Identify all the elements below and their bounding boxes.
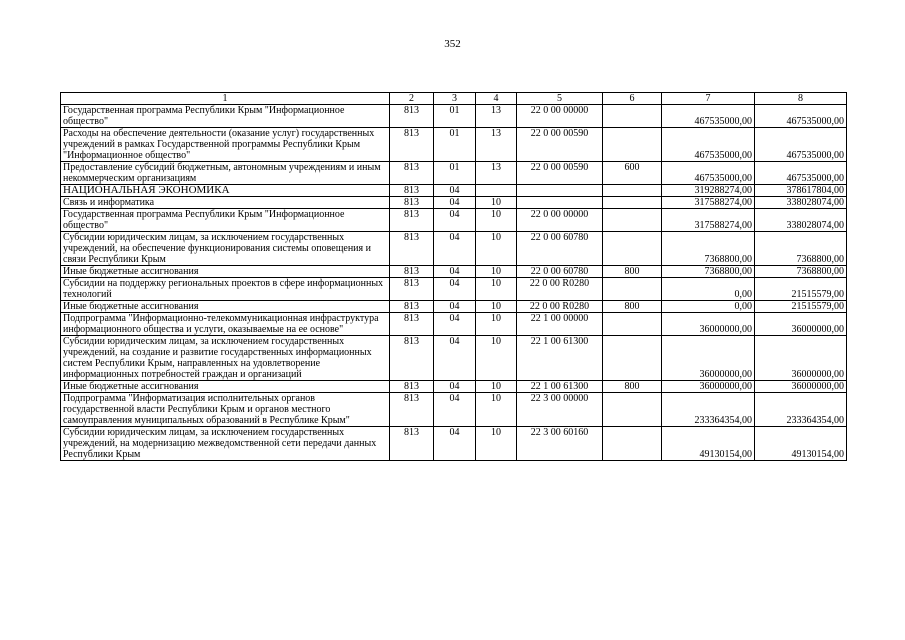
row-expense-type: 800 [603, 266, 662, 278]
row-amount-year2: 338028074,00 [755, 197, 847, 209]
row-amount-year2: 21515579,00 [755, 301, 847, 313]
row-ministry-code: 813 [390, 381, 434, 393]
row-target-code: 22 0 00 R0280 [517, 278, 603, 301]
row-name: Субсидии юридическим лицам, за исключением государственных учреждений, на обеспечение функционирования системы оповещения и связи Республики Крым [61, 232, 390, 266]
row-amount-year2: 7368800,00 [755, 232, 847, 266]
row-ministry-code: 813 [390, 301, 434, 313]
row-ministry-code: 813 [390, 209, 434, 232]
row-section-code: 04 [434, 336, 476, 381]
col-header-7: 7 [662, 93, 755, 105]
col-header-3: 3 [434, 93, 476, 105]
row-amount-year2: 378617804,00 [755, 185, 847, 197]
table-row [61, 301, 847, 313]
row-name: Государственная программа Республики Крым "Информационное общество" [61, 209, 390, 232]
row-amount-year2: 7368800,00 [755, 266, 847, 278]
row-subsection-code: 13 [476, 105, 517, 128]
table-row [61, 128, 847, 162]
row-expense-type [603, 393, 662, 427]
row-name: Расходы на обеспечение деятельности (оказание услуг) государственных учреждений в рамках Государственной программы Республики Крым "Информационное общество" [61, 128, 390, 162]
row-name: Иные бюджетные ассигнования [61, 381, 390, 393]
row-amount-year2: 21515579,00 [755, 278, 847, 301]
row-target-code: 22 0 00 R0280 [517, 301, 603, 313]
row-ministry-code: 813 [390, 128, 434, 162]
row-subsection-code: 10 [476, 197, 517, 209]
row-expense-type [603, 427, 662, 461]
row-subsection-code: 10 [476, 393, 517, 427]
row-expense-type [603, 336, 662, 381]
row-amount-year2: 36000000,00 [755, 313, 847, 336]
row-amount-year2: 467535000,00 [755, 162, 847, 185]
row-section-code: 01 [434, 105, 476, 128]
row-name: Иные бюджетные ассигнования [61, 266, 390, 278]
row-expense-type [603, 105, 662, 128]
row-section-code: 04 [434, 301, 476, 313]
row-amount-year1: 317588274,00 [662, 209, 755, 232]
row-expense-type [603, 232, 662, 266]
col-header-5: 5 [517, 93, 603, 105]
row-amount-year1: 36000000,00 [662, 381, 755, 393]
row-name: Субсидии на поддержку региональных проектов в сфере информационных технологий [61, 278, 390, 301]
row-ministry-code: 813 [390, 185, 434, 197]
col-header-1: 1 [61, 93, 390, 105]
table-row [61, 313, 847, 336]
row-ministry-code: 813 [390, 313, 434, 336]
row-amount-year2: 338028074,00 [755, 209, 847, 232]
row-ministry-code: 813 [390, 427, 434, 461]
row-amount-year2: 36000000,00 [755, 336, 847, 381]
row-target-code: 22 1 00 61300 [517, 381, 603, 393]
row-amount-year1: 467535000,00 [662, 162, 755, 185]
row-amount-year1: 233364354,00 [662, 393, 755, 427]
row-section-code: 04 [434, 381, 476, 393]
row-amount-year2: 467535000,00 [755, 128, 847, 162]
row-ministry-code: 813 [390, 266, 434, 278]
row-section-code: 04 [434, 209, 476, 232]
row-amount-year1: 467535000,00 [662, 128, 755, 162]
row-subsection-code [476, 185, 517, 197]
row-ministry-code: 813 [390, 336, 434, 381]
row-amount-year1: 36000000,00 [662, 336, 755, 381]
row-subsection-code: 10 [476, 266, 517, 278]
row-amount-year1: 467535000,00 [662, 105, 755, 128]
row-subsection-code: 10 [476, 301, 517, 313]
budget-table [60, 92, 847, 461]
row-expense-type [603, 313, 662, 336]
row-expense-type [603, 185, 662, 197]
table-row [61, 393, 847, 427]
row-ministry-code: 813 [390, 393, 434, 427]
row-name: Субсидии юридическим лицам, за исключением государственных учреждений, на модернизацию межведомственной сети передачи данных Республики Крым [61, 427, 390, 461]
row-name: Иные бюджетные ассигнования [61, 301, 390, 313]
row-subsection-code: 10 [476, 336, 517, 381]
row-amount-year2: 49130154,00 [755, 427, 847, 461]
row-target-code: 22 0 00 00000 [517, 105, 603, 128]
row-amount-year1: 0,00 [662, 301, 755, 313]
row-amount-year1: 7368800,00 [662, 266, 755, 278]
row-section-code: 01 [434, 128, 476, 162]
row-subsection-code: 10 [476, 381, 517, 393]
row-target-code: 22 1 00 00000 [517, 313, 603, 336]
row-expense-type [603, 278, 662, 301]
table-row [61, 232, 847, 266]
row-amount-year1: 49130154,00 [662, 427, 755, 461]
row-name: Подпрограмма "Информационно-телекоммуникационная инфраструктура информационного общества и услуги, оказываемые на ее основе" [61, 313, 390, 336]
row-ministry-code: 813 [390, 162, 434, 185]
table-row [61, 266, 847, 278]
table-row [61, 278, 847, 301]
row-section-code: 04 [434, 197, 476, 209]
row-expense-type: 800 [603, 301, 662, 313]
row-subsection-code: 10 [476, 209, 517, 232]
table-row [61, 197, 847, 209]
row-ministry-code: 813 [390, 105, 434, 128]
row-ministry-code: 813 [390, 232, 434, 266]
row-name: Субсидии юридическим лицам, за исключением государственных учреждений, на создание и развитие государственных информационных систем Республики Крым, направленных на удовлетворение информационных потребностей граждан и организаций [61, 336, 390, 381]
row-target-code: 22 3 00 60160 [517, 427, 603, 461]
table-row [61, 162, 847, 185]
row-section-code: 04 [434, 313, 476, 336]
row-ministry-code: 813 [390, 278, 434, 301]
row-name: Связь и информатика [61, 197, 390, 209]
row-ministry-code: 813 [390, 197, 434, 209]
row-amount-year1: 36000000,00 [662, 313, 755, 336]
row-amount-year2: 233364354,00 [755, 393, 847, 427]
col-header-6: 6 [603, 93, 662, 105]
row-target-code [517, 185, 603, 197]
row-target-code: 22 0 00 00590 [517, 162, 603, 185]
row-target-code [517, 197, 603, 209]
header-row [61, 93, 847, 105]
row-section-code: 04 [434, 185, 476, 197]
table-row [61, 381, 847, 393]
row-amount-year1: 0,00 [662, 278, 755, 301]
row-subsection-code: 10 [476, 232, 517, 266]
row-name: Государственная программа Республики Крым "Информационное общество" [61, 105, 390, 128]
table-row [61, 336, 847, 381]
row-section-code: 01 [434, 162, 476, 185]
col-header-4: 4 [476, 93, 517, 105]
row-name: Предоставление субсидий бюджетным, автономным учреждениям и иным некоммерческим организациям [61, 162, 390, 185]
row-section-code: 04 [434, 232, 476, 266]
row-subsection-code: 10 [476, 427, 517, 461]
row-target-code: 22 1 00 61300 [517, 336, 603, 381]
row-name: НАЦИОНАЛЬНАЯ ЭКОНОМИКА [61, 185, 390, 197]
row-target-code: 22 0 00 00000 [517, 209, 603, 232]
table-row [61, 185, 847, 197]
row-expense-type [603, 209, 662, 232]
row-section-code: 04 [434, 278, 476, 301]
table-row [61, 209, 847, 232]
row-target-code: 22 3 00 00000 [517, 393, 603, 427]
row-section-code: 04 [434, 393, 476, 427]
table-row [61, 105, 847, 128]
row-section-code: 04 [434, 427, 476, 461]
row-subsection-code: 13 [476, 128, 517, 162]
row-amount-year1: 317588274,00 [662, 197, 755, 209]
row-expense-type [603, 128, 662, 162]
table-row [61, 427, 847, 461]
row-subsection-code: 10 [476, 278, 517, 301]
col-header-8: 8 [755, 93, 847, 105]
row-target-code: 22 0 00 60780 [517, 266, 603, 278]
row-amount-year1: 7368800,00 [662, 232, 755, 266]
row-subsection-code: 13 [476, 162, 517, 185]
row-target-code: 22 0 00 00590 [517, 128, 603, 162]
row-expense-type [603, 197, 662, 209]
row-amount-year2: 467535000,00 [755, 105, 847, 128]
page-number: 352 [444, 38, 461, 50]
col-header-2: 2 [390, 93, 434, 105]
row-subsection-code: 10 [476, 313, 517, 336]
row-amount-year1: 319288274,00 [662, 185, 755, 197]
row-target-code: 22 0 00 60780 [517, 232, 603, 266]
row-expense-type: 600 [603, 162, 662, 185]
row-section-code: 04 [434, 266, 476, 278]
row-name: Подпрограмма "Информатизация исполнительных органов государственной власти Республики Крым и органов местного самоуправления муниципальных образований в Республике Крым" [61, 393, 390, 427]
row-amount-year2: 36000000,00 [755, 381, 847, 393]
row-expense-type: 800 [603, 381, 662, 393]
